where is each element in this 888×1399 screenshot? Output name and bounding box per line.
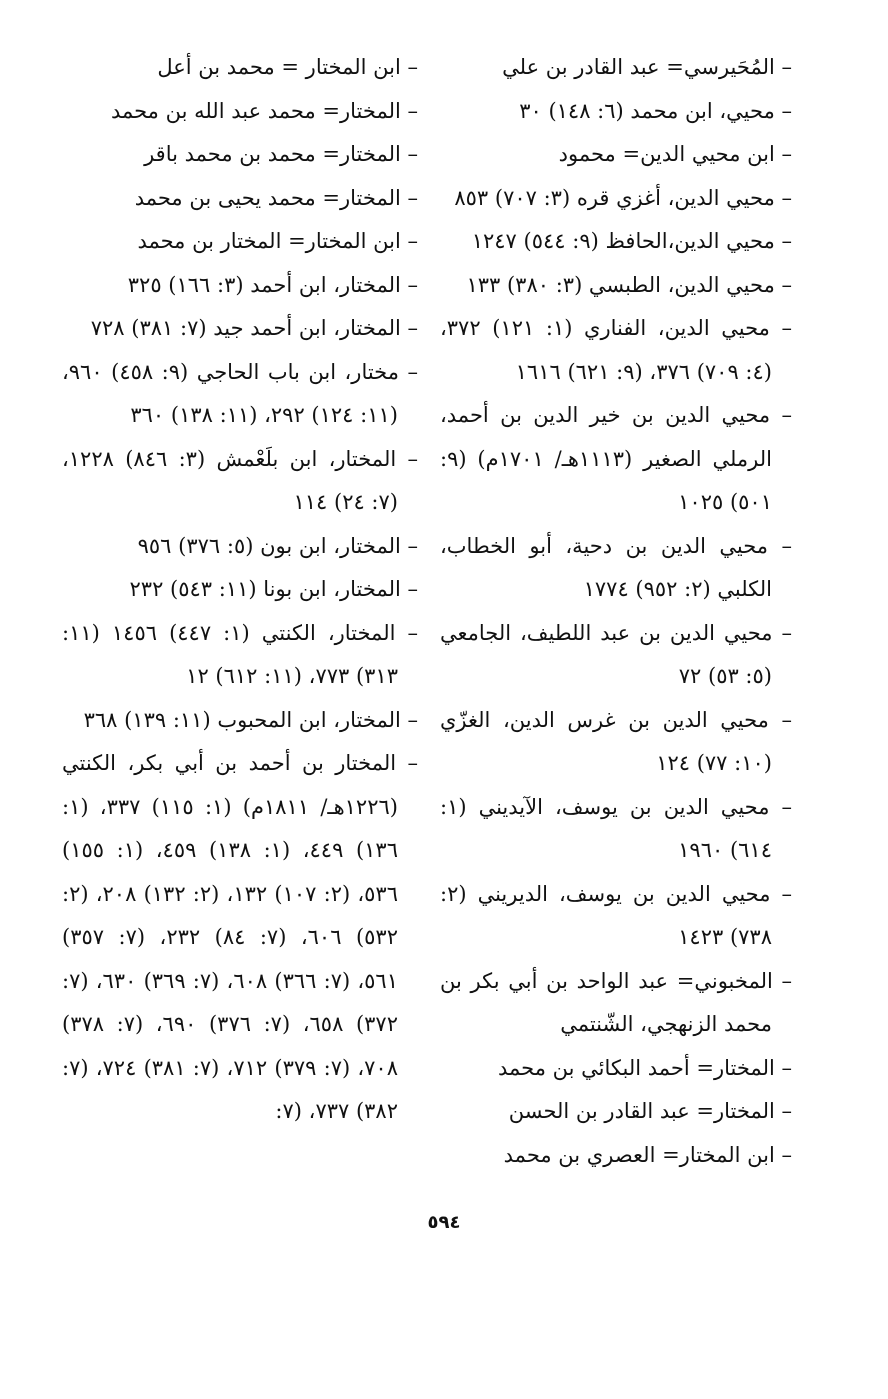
index-entry: – محيي الدين بن دحية، أبو الخطاب، الكلبي (٢: ٩٥٢) ١٧٧٤ — [440, 533, 792, 601]
index-entry: – المختار، ابن بلَعْمش (٣: ٨٤٦) ١٢٢٨، (٧: ٢٤) ١١٤ — [62, 446, 418, 514]
right-column — [440, 46, 792, 1177]
index-entry: – المختار= عبد القادر بن الحسن — [508, 1099, 792, 1123]
index-entry: – محيي الدين،الحافظ (٩: ٥٤٤) ١٢٤٧ — [471, 229, 792, 253]
index-entry: – ابن محيي الدين= محمود — [558, 142, 792, 166]
index-entry: – المختار= أحمد البكائي بن محمد — [498, 1055, 792, 1080]
index-entry: – ابن المختار= المختار بن محمد — [137, 229, 418, 253]
index-entry: – محيي الدين، أغزي قره (٣: ٧٠٧) ٨٥٣ — [454, 185, 792, 210]
index-entry: – المختار، ابن أحمد (٣: ١٦٦) ٣٢٥ — [127, 272, 418, 297]
index-entry: – المخبوني= عبد الواحد بن أبي بكر بن محمد الزنهجي، الشّنتمي — [440, 968, 792, 1036]
index-entry: – المختار بن أحمد بن أبي بكر، الكنتي (١٢٢٦هـ/ ١٨١١م) (١: ١١٥) ٣٣٧، (١: ١٣٦) ٤٤٩، (١: ١٣٨) ٤٥٩، (١: ١٥٥) ٥٣٦، (٢: ١٠٧) ١٣٢، (٢: ١٣٢) ٢٠٨، (٢: ٥٣٢) ٦٠٦، (٧: ٨٤) ٢٣٢، (٧: ٣٥٧) ٥٦١، (٧: ٣٦٦) ٦٠٨، (٧: ٣٦٩) ٦٣٠، (٧: ٣٧٢) ٦٥٨، (٧: ٣٧٦) ٦٩٠، (٧: ٣٧٨) ٧٠٨، (٧: ٣٧٩) ٧١٢، (٧: ٣٨١) ٧٢٤، (٧: ٣٨٢) ٧٣٧، (٧: — [62, 751, 418, 1123]
index-entry: – المختار، ابن بونا (١١: ٥٤٣) ٢٣٢ — [129, 577, 418, 601]
index-entry: – محيي الدين بن عبد اللطيف، الجامعي (٥: ٥٣) ٧٢ — [440, 620, 792, 688]
index-entry: – ابن المختار = محمد بن أعل — [157, 55, 418, 79]
index-entry: – مختار، ابن باب الحاجي (٩: ٤٥٨) ٩٦٠، (١١: ١٢٤) ٢٩٢، (١١: ١٣٨) ٣٦٠ — [62, 359, 418, 427]
index-entry: – المُحَيرسي= عبد القادر بن علي — [502, 55, 792, 79]
index-entry: – المختار، ابن بون (٥: ٣٧٦) ٩٥٦ — [137, 533, 418, 558]
index-entry: – محيي الدين، الطبسي (٣: ٣٨٠) ١٣٣ — [466, 272, 792, 297]
index-entry: – المختار= محمد عبد الله بن محمد — [110, 98, 418, 123]
index-entry: – المختار، ابن أحمد جيد (٧: ٣٨١) ٧٢٨ — [90, 316, 418, 340]
index-entry: – محيي الدين، الفناري (١: ١٢١) ٣٧٢، (٤: ٧٠٩) ٣٧٦، (٩: ٦٢١) ١٦١٦ — [440, 316, 792, 384]
index-entry: – محيي الدين بن يوسف، الديريني (٢: ٧٣٨) ١٤٢٣ — [440, 881, 792, 949]
index-entry: – محيي الدين بن خير الدين بن أحمد، الرملي الصغير (١١١٣هـ/ ١٧٠١م) (٩: ٥٠١) ١٠٢٥ — [440, 403, 792, 514]
index-entry: – محيي، ابن محمد (٦: ١٤٨) ٣٠ — [519, 98, 792, 123]
index-entry: – المختار= محمد يحيى بن محمد — [134, 185, 418, 210]
index-entry: – المختار= محمد بن محمد باقر — [144, 142, 418, 166]
index-entry: – محيي الدين بن غرس الدين، الغزّي (١٠: ٧٧) ١٢٤ — [440, 707, 792, 775]
index-entry: – المختار، الكنتي (١: ٤٤٧) ١٤٥٦ (١١: ٣١٣) ٧٧٣، (١١: ٦١٢) ١٢ — [62, 620, 418, 688]
index-entry: – محيي الدين بن يوسف، الآيديني (١: ٦١٤) ١٩٦٠ — [440, 794, 792, 862]
index-entry: – المختار، ابن المحبوب (١١: ١٣٩) ٣٦٨ — [83, 707, 418, 732]
page-number: ٥٩٤ — [427, 1212, 461, 1233]
left-column — [62, 46, 418, 1134]
index-entry: – ابن المختار= العصري بن محمد — [503, 1142, 792, 1167]
